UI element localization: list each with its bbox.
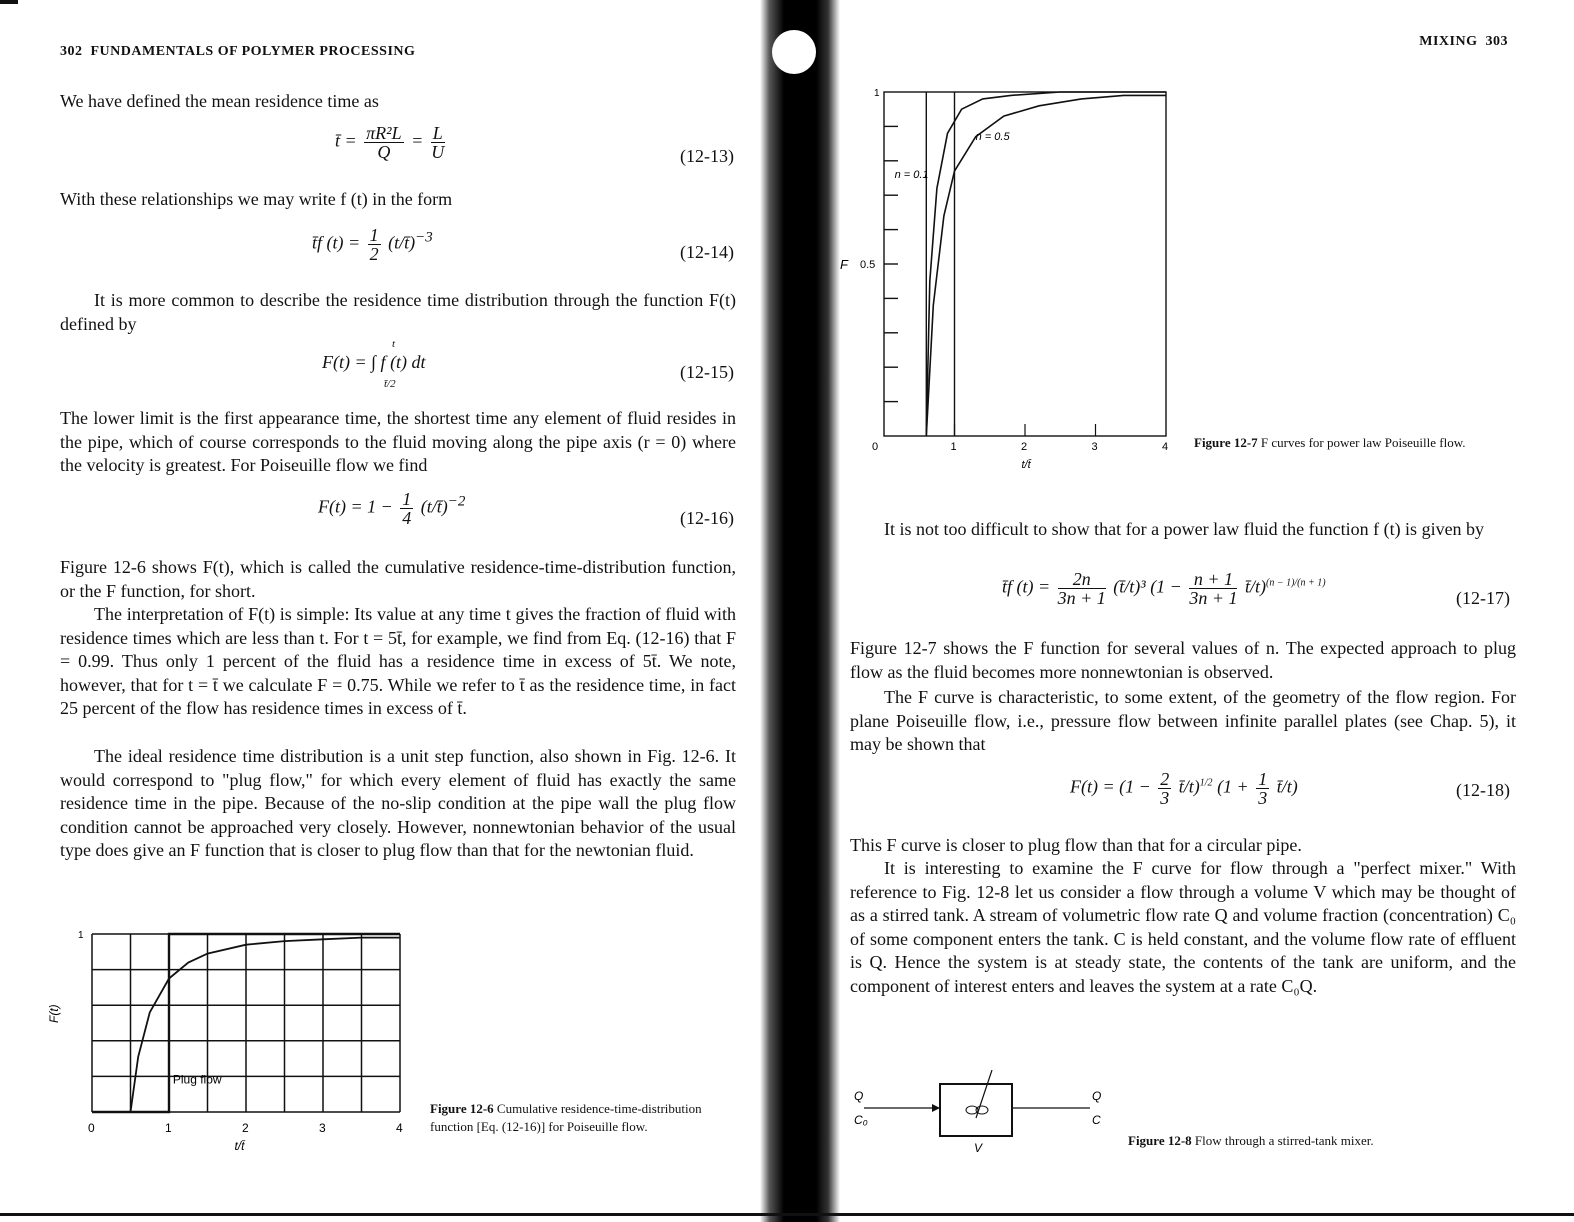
chapter-title: FUNDAMENTALS OF POLYMER PROCESSING (90, 44, 416, 59)
x-tick-label: 1 (165, 1121, 172, 1135)
y-axis-label: F (840, 257, 848, 272)
paragraph: This F curve is closer to plug flow than that for a circular pipe. (850, 835, 1302, 855)
inlet-flow-label: Q (854, 1089, 864, 1103)
figure-12-8-caption: Figure 12-8 Flow through a stirred-tank mixer. (1128, 1133, 1374, 1148)
series-line-poiseuille (131, 938, 401, 1112)
series-line-n-0-1 (926, 92, 1166, 436)
x-tick-label: 0 (88, 1121, 95, 1135)
right-running-head (1419, 34, 1508, 50)
x-tick-label: 3 (1091, 441, 1098, 453)
page-number: 303 (1485, 34, 1508, 49)
annotation-plug-flow: Plug flow (172, 1072, 222, 1087)
paragraph: Figure 12-6 shows F(t), which is called the cumulative residence-time-distribution function, or the F function, for short. (60, 557, 736, 601)
x-tick-label: 2 (242, 1121, 249, 1135)
y-tick-label: 1 (874, 88, 880, 99)
equation-number: (12-18) (1456, 780, 1510, 800)
annotation-n-0-1: n = 0.1 (894, 169, 929, 181)
paragraph: The ideal residence time distribution is a unit step function, also shown in Fig. 12-6. It would correspond to "plug flow," for which every element of fluid has exactly the same residence time in the pipe. Because of the no-slip condition at the pipe wall the plug flow condition cannot be approached very closely. However, nonnewtonian behavior of the usual type does give an F function that is closer to plug flow than that for the newtonian fluid. (60, 746, 736, 861)
chapter-title: MIXING (1419, 34, 1478, 49)
chart-frame (884, 92, 1166, 436)
page-number: 302 (60, 44, 83, 59)
left-running-head (60, 44, 415, 60)
paragraph: Figure 12-7 shows the F function for several values of n. The expected approach to plug flow as the fluid becomes more nonnewtonian is observed. (850, 638, 1516, 682)
paragraph: It is not too difficult to show that for a power law fluid the function f (t) is given by (884, 519, 1485, 539)
series-line-n-0-5 (926, 95, 1166, 436)
y-axis-label: F(t) (47, 1004, 61, 1023)
paragraph: The F curve is characteristic, to some extent, of the geometry of the flow region. For plane Poiseuille flow, i.e., pressure flow between infinite parallel plates (see Chap. 5), it may be shown that (850, 687, 1516, 755)
equation-number: (12-16) (680, 508, 734, 528)
equation-12-14: t̄f (t) = $\frac{1}{2}$ (t/t̄)$^{-3}$ (312, 225, 433, 264)
x-tick-label: 2 (1021, 441, 1028, 453)
x-tick-label: 3 (319, 1121, 326, 1135)
x-tick-label: 1 (950, 441, 957, 453)
equation-12-15: F(t) = ∫ f (t) dt t̄/2 t (322, 338, 426, 390)
y-tick-label: 1 (78, 930, 84, 941)
x-axis-label: t/t̄ (234, 1139, 245, 1153)
figure-12-6-caption: Figure 12-6 Cumulative residence-time-distribution function [Eq. (12-16)] for Poiseuille flow. (430, 1101, 702, 1134)
chart-labels (840, 131, 1032, 471)
chart-ticks (860, 88, 1168, 453)
figure-12-6-chart (40, 920, 420, 1160)
x-tick-label: 0 (872, 441, 879, 453)
paragraph: It is more common to describe the residence time distribution through the function F(t) defined by (60, 290, 736, 334)
equation-12-13: t̄ = $\frac{\text{πR²L}}{Q}$ = $\frac{L}{U}$ (335, 123, 445, 162)
annotation-n-0-5: n = 0.5 (975, 131, 1010, 144)
page-bottom-edge (0, 1213, 1574, 1216)
left-page (0, 0, 770, 1222)
paragraph: It is interesting to examine the F curve for flow through a "perfect mixer." With reference to Fig. 12-8 let us consider a flow through a volume V which may be thought of as a stirred tank. A stream of volumetric flow rate Q and volume fraction (concentration) C₀ of some component enters the tank. C is held constant, and the volume flow rate of effluent is Q. Hence the system is at steady state, the contents of the tank are uniform, and the component of interest enters and leaves the system at a rate C₀Q. (850, 858, 1516, 996)
y-tick-label: 0.5 (860, 259, 876, 271)
chart-series (926, 92, 1166, 436)
equation-number: (12-13) (680, 146, 734, 166)
right-page (800, 0, 1574, 1222)
equation-number: (12-15) (680, 362, 734, 382)
equation-12-17: t̄f (t) = $\frac{2n}{3n + 1}$ (t̄/t)³ (1 − $\frac{n + 1}{3n + 1}$ t̄/t)$^{(n - 1)/(n + 1)}$ (1002, 569, 1326, 608)
paragraph: The interpretation of F(t) is simple: Its value at any time t gives the fraction of fluid with residence times which are less than t. For t = 5t̄, for example, we find from Eq. (12-16) that F = 0.99. Thus only 1 percent of the fluid has a residence time in excess of 5t̄. We note, however, that for t = t̄ we calculate F = 0.75. While we refer to t̄ as the residence time, in fact 25 percent of the flow has residence times in excess of t̄. (60, 604, 736, 719)
x-tick-label: 4 (1162, 441, 1169, 453)
x-axis-label: t/t̄ (1021, 459, 1031, 471)
figure-12-7-caption: Figure 12-7 F curves for power law Poiseuille flow. (1194, 435, 1466, 450)
equation-number: (12-14) (680, 242, 734, 262)
paragraph: With these relationships we may write f (t) in the form (60, 189, 453, 209)
inlet-arrow-icon (932, 1104, 940, 1112)
equation-number: (12-17) (1456, 588, 1510, 608)
volume-label: V (974, 1141, 983, 1155)
paragraph: The lower limit is the first appearance time, the shortest time any element of fluid resides in the pipe, which of course corresponds to the fluid moving along the pipe axis (r = 0) where the velocity is greatest. For Poiseuille flow we find (60, 408, 736, 476)
x-tick-label: 4 (396, 1121, 403, 1135)
figure-12-7-chart (820, 80, 1200, 480)
chart-grid (92, 934, 400, 1112)
figure-12-8-diagram (840, 1070, 1120, 1160)
equation-12-18: F(t) = (1 − $\frac{2}{3}$ t̄/t)$^{1/2}$ (1 + $\frac{1}{3}$ t̄/t) (1070, 769, 1298, 808)
chart-ticks (78, 930, 403, 1135)
inlet-conc-label: C₀ (854, 1113, 868, 1127)
paragraph: We have defined the mean residence time as (60, 91, 379, 111)
equation-12-16: F(t) = 1 − $\frac{1}{4}$ (t/t̄)$^{-2}$ (318, 489, 466, 528)
outlet-conc-label: C (1092, 1113, 1101, 1127)
outlet-flow-label: Q (1092, 1089, 1102, 1103)
